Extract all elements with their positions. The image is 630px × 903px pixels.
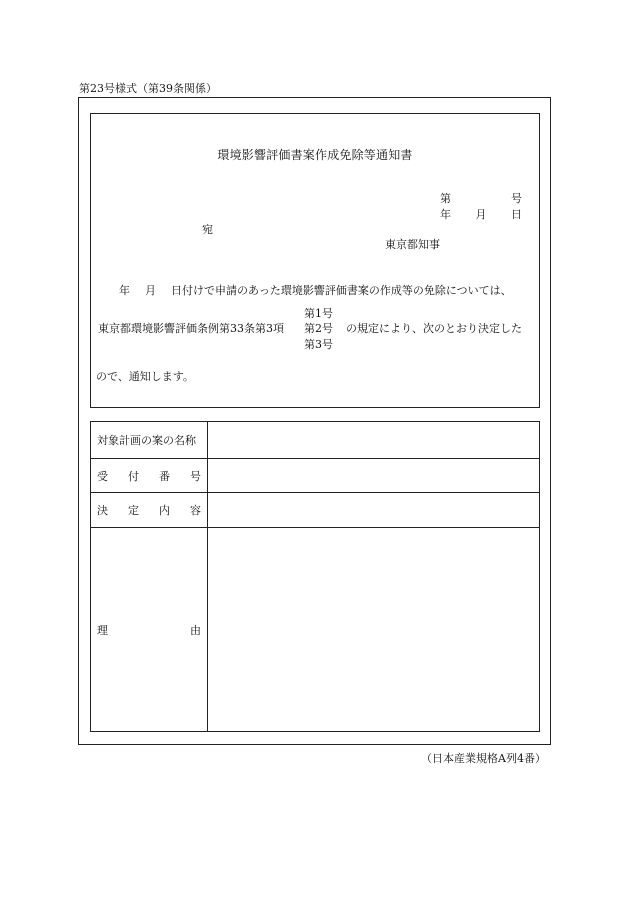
label-char: 定 [128, 504, 139, 517]
label-char: 内 [159, 504, 170, 517]
option-item-1: 第1号 [304, 307, 333, 320]
date-day: 日 [511, 208, 522, 221]
document-number-line [440, 190, 522, 206]
addressee-suffix: 宛 [202, 223, 213, 236]
plan-name-field[interactable] [208, 422, 539, 458]
table-row-decision [91, 493, 539, 528]
paper-size-note: （日本産業規格A列4番） [421, 752, 546, 765]
document-title: 環境影響評価書案作成免除等通知書 [217, 148, 413, 162]
reason-field[interactable] [208, 528, 539, 731]
row-label-cell [91, 493, 208, 527]
label-char: 号 [190, 469, 201, 483]
details-table [90, 421, 540, 732]
date-month: 月 [475, 208, 487, 221]
label-char: 受 [97, 469, 108, 483]
date-year: 年 [440, 208, 451, 221]
row-label-cell [91, 528, 208, 731]
label-char: 由 [190, 623, 201, 637]
issuer-name: 東京都知事 [385, 238, 440, 251]
table-row-receipt-number [91, 459, 539, 493]
body-text: 日付けで申請のあった環境影響評価書案の作成等の免除については、 [171, 284, 512, 297]
label-char: 決 [97, 504, 108, 517]
form-number: 第23号様式（第39条関係） [79, 82, 217, 95]
table-row-plan-name [91, 422, 539, 459]
row-label-cell [91, 422, 208, 458]
ordinance-reference: 東京都環境影響評価条例第33条第3項 [98, 322, 284, 335]
body-year: 年 [119, 284, 130, 297]
option-item-3: 第3号 [304, 338, 333, 351]
body-month: 月 [145, 284, 156, 297]
label-plan-name: 対象計画の案の名称 [97, 434, 196, 447]
number-prefix: 第 [440, 192, 451, 205]
body-line-1 [119, 282, 512, 298]
label-char: 付 [128, 469, 139, 483]
number-suffix: 号 [511, 192, 522, 205]
row-label-cell [91, 459, 208, 492]
body-line-3: ので、通知します。 [96, 370, 194, 383]
label-char: 理 [97, 623, 108, 637]
date-line [440, 206, 522, 222]
conclusion-text: の規定により、次のとおり決定した [346, 322, 522, 335]
receipt-number-field[interactable] [208, 459, 539, 492]
table-row-reason [91, 528, 539, 731]
decision-field[interactable] [208, 493, 539, 527]
label-char: 容 [190, 504, 201, 517]
option-item-2: 第2号 [304, 322, 333, 335]
label-char: 番 [159, 469, 170, 483]
